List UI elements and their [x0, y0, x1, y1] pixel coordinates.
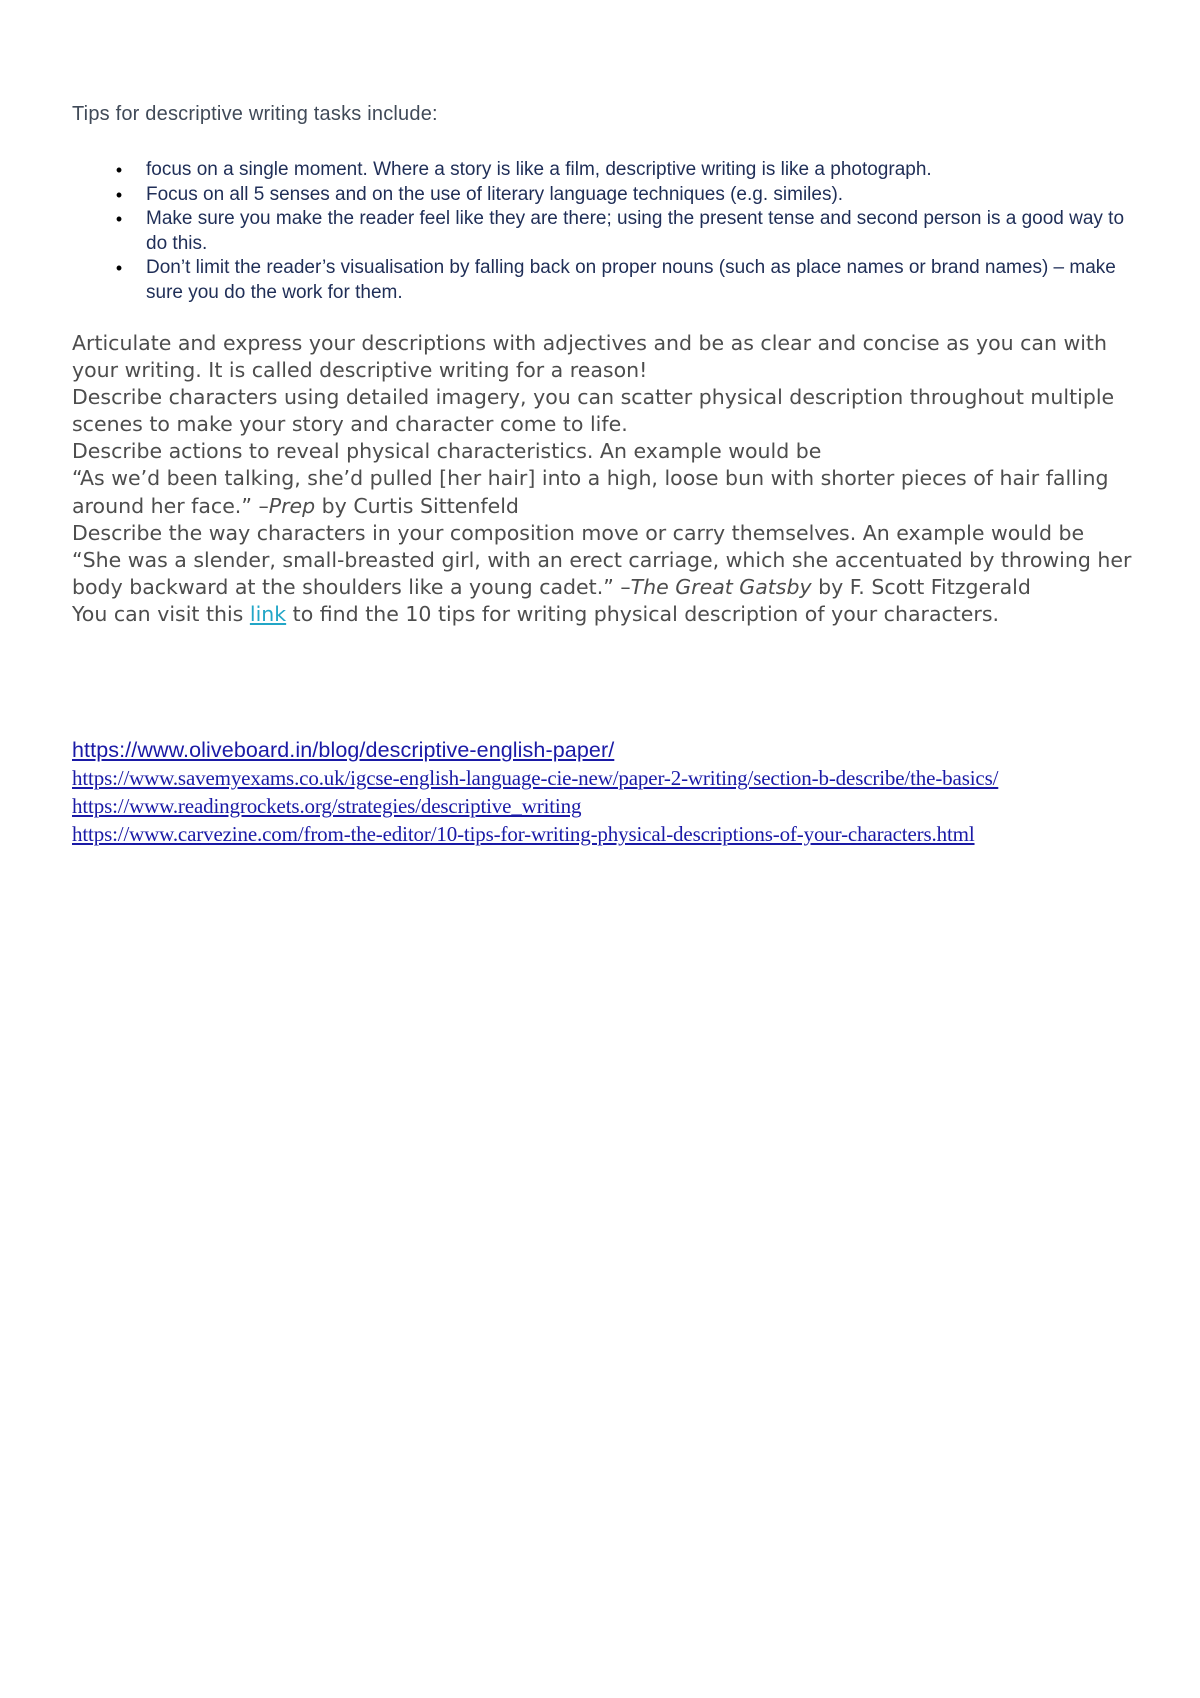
reference-link-carvezine[interactable]: https://www.carvezine.com/from-the-editor/10-tips-for-writing-physical-descriptions-of-your-characters.html: [72, 822, 975, 846]
quote-gatsby-author: by F. Scott Fitzgerald: [811, 574, 1031, 599]
quote-prep: [72, 465, 1142, 519]
paragraph-articulate: Articulate and express your descriptions with adjectives and be as clear and concise as you can with your writing. It is called descriptive writing for a reason!: [72, 331, 1107, 383]
reference-link-savemyexams[interactable]: https://www.savemyexams.co.uk/igcse-english-language-cie-new/paper-2-writing/section-b-describe/the-basics/: [72, 766, 999, 790]
quote-gatsby-title: The Great Gatsby: [630, 574, 812, 599]
paragraph-describe-actions: Describe actions to reveal physical characteristics. An example would be: [72, 439, 822, 464]
quote-prep-text: “As we’d been talking, she’d pulled [her hair] into a high, loose bun with shorter pieces of hair falling around her face.” –: [72, 466, 1109, 518]
bullet-icon: •: [115, 209, 123, 229]
intro-heading: Tips for descriptive writing tasks include:: [72, 103, 438, 125]
tip-text: Don’t limit the reader’s visualisation by falling back on proper nouns (such as place names or brand names) – make sure you do the work for them.: [146, 257, 1116, 303]
paragraph-visit-link: [72, 601, 1142, 628]
tip-item: [115, 207, 1136, 256]
tip-item: [115, 256, 1136, 305]
quote-prep-author: by Curtis Sittenfeld: [315, 493, 519, 518]
tip-item: [115, 158, 1136, 183]
visit-text-after: to find the 10 tips for writing physical description of your characters.: [286, 601, 1000, 626]
visit-text-before: You can visit this: [72, 601, 250, 626]
tips-list: [115, 158, 1136, 305]
quote-prep-title: Prep: [268, 493, 316, 518]
tip-text: Focus on all 5 senses and on the use of literary language techniques (e.g. similes).: [146, 183, 844, 205]
inline-link[interactable]: link: [249, 601, 287, 626]
bullet-icon: •: [115, 184, 123, 205]
tip-text: Make sure you make the reader feel like they are there; using the present tense and second person is a good way to do this.: [146, 208, 1125, 254]
quote-gatsby-text: “She was a slender, small-breasted girl, with an erect carriage, which she accentuated by throwing her body backward at the shoulders like a young cadet.” –: [72, 547, 1132, 599]
bullet-icon: •: [115, 160, 123, 180]
tip-item: [115, 183, 1136, 208]
tip-text: focus on a single moment. Where a story is like a film, descriptive writing is like a photograph.: [146, 159, 932, 180]
body-text: [72, 330, 1142, 628]
paragraph-describe-movement: Describe the way characters in your composition move or carry themselves. An example would be: [72, 520, 1085, 545]
reference-links: [72, 736, 1142, 848]
paragraph-describe-characters: Describe characters using detailed imagery, you can scatter physical description throughout multiple scenes to make your story and character come to life.: [72, 385, 1115, 437]
reference-link-oliveboard[interactable]: https://www.oliveboard.in/blog/descriptive-english-paper/: [72, 738, 615, 762]
reference-link-readingrockets[interactable]: https://www.readingrockets.org/strategies/descriptive_writing: [72, 794, 582, 818]
quote-gatsby: [72, 547, 1142, 601]
bullet-icon: •: [115, 258, 123, 278]
